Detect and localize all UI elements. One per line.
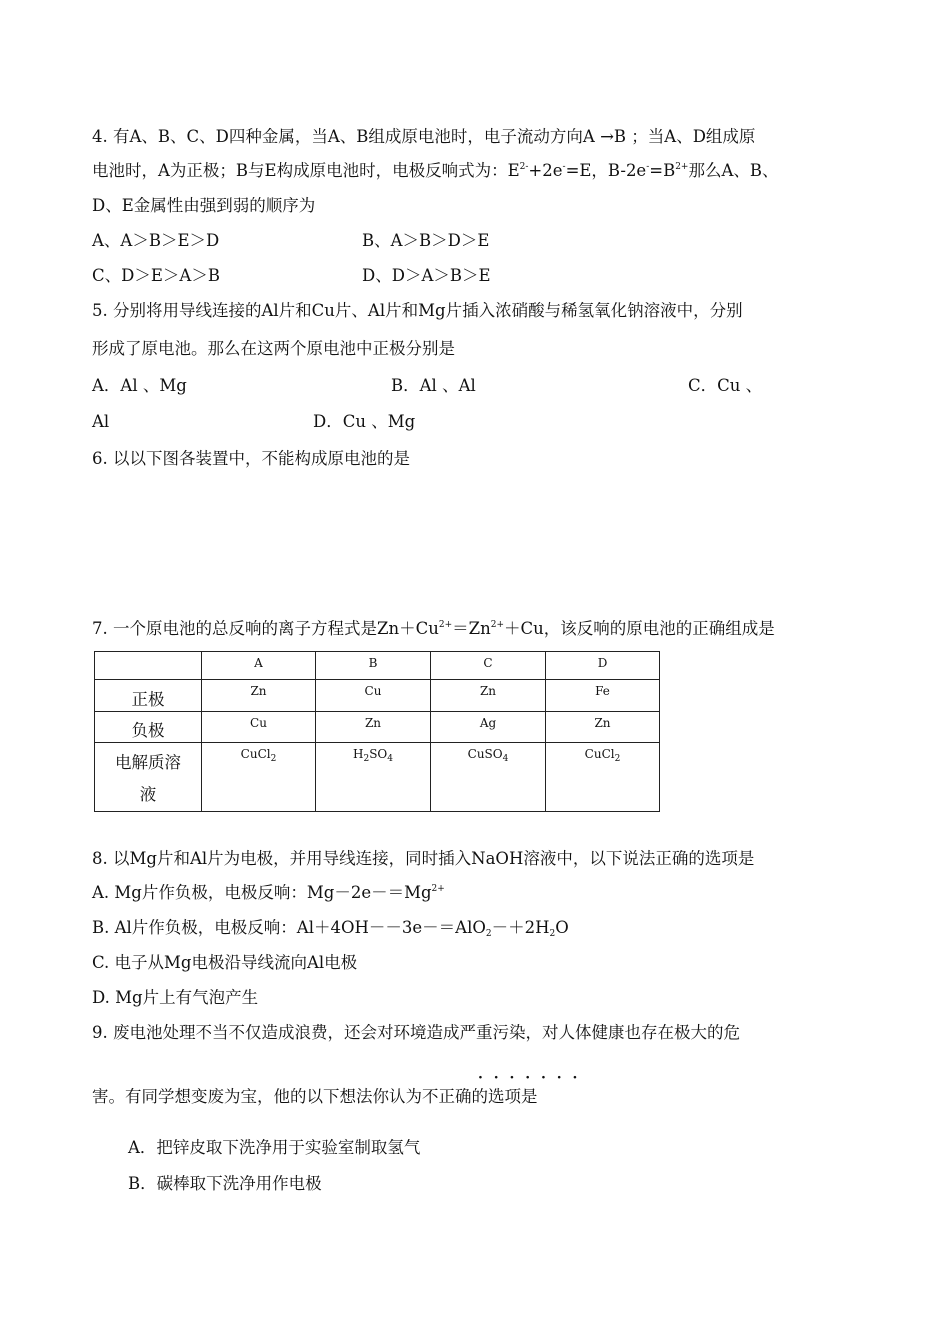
- table-cell: CuCl$_2$: [546, 743, 660, 812]
- table-header-row: [95, 652, 660, 680]
- row-label-electrolyte: 电解质溶 液: [95, 743, 202, 812]
- q9-stem-line-2: 害。有同学想变废为宝，他的以下想法你认为不正确的选项是: [92, 1087, 538, 1106]
- q5-option-c: C．Cu 、: [688, 376, 763, 395]
- q5-option-d: D．Cu 、Mg: [313, 412, 416, 431]
- q8-stem: 8. 以Mg片和Al片为电极，并用导线连接，同时插入NaOH溶液中，以下说法正确的选项是: [92, 849, 755, 868]
- table-header-cell: A: [202, 652, 316, 680]
- table-cell: Cu: [316, 680, 431, 712]
- table-row: [95, 712, 660, 743]
- table-row: [95, 743, 660, 812]
- q4-stem-line-3: D、E金属性由强到弱的顺序为: [92, 196, 316, 215]
- q5-stem-line-2: 形成了原电池。那么在这两个原电池中正极分别是: [92, 339, 455, 358]
- q4-option-c: C、D＞E＞A＞B: [92, 266, 220, 285]
- table-row: [95, 680, 660, 712]
- row-label-positive: 正极: [95, 680, 202, 712]
- table-cell: $H_2SO_4$: [316, 743, 431, 812]
- q5-option-c-continued: Al: [92, 412, 110, 431]
- table-header-cell: B: [316, 652, 431, 680]
- emphasis-dots: · · · · · · ·: [478, 1070, 578, 1086]
- q5-option-b: B．Al 、Al: [391, 376, 476, 395]
- table-cell: Ag: [431, 712, 546, 743]
- q4-option-a: A、A＞B＞E＞D: [92, 231, 220, 250]
- table-header-cell: [95, 652, 202, 680]
- q9-option-a: A．把锌皮取下洗净用于实验室制取氢气: [128, 1138, 421, 1157]
- table-cell: CuCl$_2$: [202, 743, 316, 812]
- q8-option-d: D. Mg片上有气泡产生: [92, 988, 259, 1007]
- q5-option-a: A．Al 、Mg: [92, 376, 187, 395]
- table-cell: Zn: [431, 680, 546, 712]
- q5-stem-line-1: 5. 分别将用导线连接的Al片和Cu片、Al片和Mg片插入浓硝酸与稀氢氧化钠溶液中，分别: [92, 301, 743, 320]
- table-cell: Zn: [316, 712, 431, 743]
- q9-stem-line-1: 9. 废电池处理不当不仅造成浪费，还会对环境造成严重污染，对人体健康也存在极大的危: [92, 1023, 740, 1042]
- q8-option-c: C. 电子从Mg电极沿导线流向Al电极: [92, 953, 358, 972]
- q7-options-table: [94, 651, 660, 812]
- q6-stem: 6. 以以下图各装置中，不能构成原电池的是: [92, 449, 410, 468]
- table-cell: Zn: [202, 680, 316, 712]
- table-header-cell: C: [431, 652, 546, 680]
- q8-option-b: B. Al片作负极，电极反响：$Al+4OH--3e-=AlO_2-+2H_2O$: [92, 918, 569, 939]
- table-header-cell: D: [546, 652, 660, 680]
- table-cell: Fe: [546, 680, 660, 712]
- q4-option-d: D、D＞A＞B＞E: [362, 266, 491, 285]
- q4-stem-line-1: 4. 有A、B、C、D四种金属，当A、B组成原电池时，电子流动方向A →B ；当A、D组成原: [92, 127, 756, 146]
- table-cell: Zn: [546, 712, 660, 743]
- table-cell: Cu: [202, 712, 316, 743]
- q4-stem-line-2: 电池时，A为正极；B与E构成原电池时，电极反响式为：$E^{2-}+2e^-=E$，$B-2e^-=B^{2+}$那么A、B、: [92, 161, 779, 180]
- table-cell: CuSO$_4$: [431, 743, 546, 812]
- q9-option-b: B．碳棒取下洗净用作电极: [128, 1174, 322, 1193]
- row-label-negative: 负极: [95, 712, 202, 743]
- q7-stem: 7. 一个原电池的总反响的离子方程式是$Zn+Cu^{2+}=Zn^{2+}+Cu$，该反响的原电池的正确组成是: [92, 619, 775, 638]
- q4-option-b: B、A＞B＞D＞E: [362, 231, 490, 250]
- q8-option-a: A. Mg片作负极，电极反响：$Mg-2e-=Mg^{2+}$: [92, 883, 445, 902]
